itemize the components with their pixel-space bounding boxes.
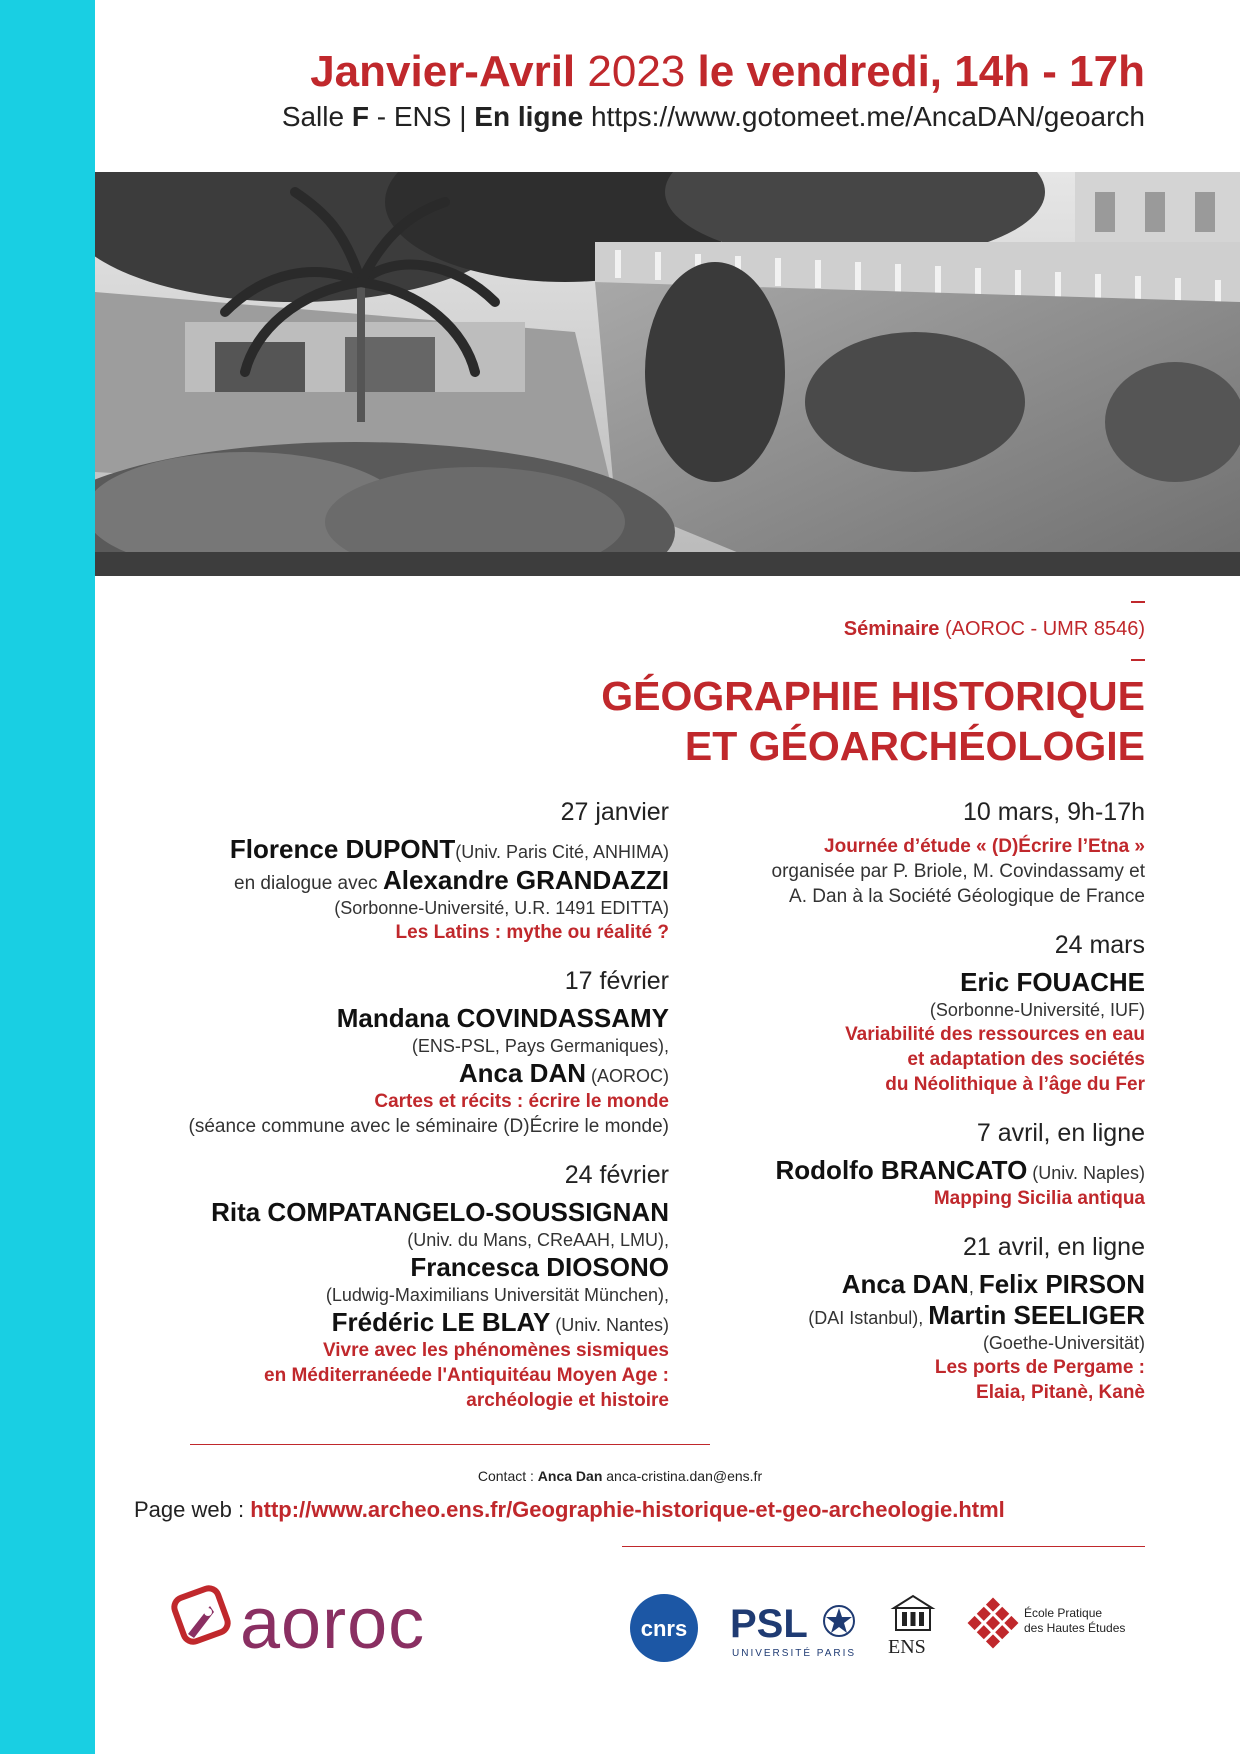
talk-title-line: du Néolithique à l’âge du Fer: [885, 1074, 1145, 1095]
psl-star-icon: [822, 1604, 856, 1638]
speaker-affiliation: (Sorbonne-Université, IUF): [929, 1000, 1145, 1020]
speaker-affiliation: (Univ. du Mans, CReAAH, LMU),: [407, 1230, 669, 1250]
talk-title: Mapping Sicilia antiqua: [933, 1188, 1145, 1209]
divider-dash-bottom: [1131, 659, 1145, 661]
talk-title-line: en Méditerranéede l'Antiquitéau Moyen Age :: [264, 1365, 669, 1386]
speaker-affiliation: (DAI Istanbul),: [808, 1308, 929, 1328]
seminar-word: Séminaire: [843, 618, 940, 640]
event-24-fevrier: [69, 1159, 669, 1413]
header-photo: [95, 172, 1240, 576]
speaker-name: Martin SEELIGER: [928, 1300, 1145, 1330]
event-date: 10 mars, 9h-17h: [962, 798, 1145, 826]
salle-label: Salle: [281, 101, 352, 132]
speaker-affiliation: (Univ. Nantes): [550, 1315, 669, 1335]
title-months: Janvier-Avril: [310, 47, 588, 96]
speaker-name: Rita COMPATANGELO-SOUSSIGNAN: [211, 1197, 669, 1227]
seminar-title: [601, 671, 1145, 771]
event-date: 24 février: [564, 1161, 669, 1189]
contact-name: Anca Dan: [537, 1468, 603, 1484]
talk-title-line: Elaia, Pitanè, Kanè: [976, 1382, 1145, 1403]
dialogue-connector: en dialogue avec: [234, 873, 383, 894]
page-web-link[interactable]: http://www.archeo.ens.fr/Geographie-historique-et-geo-archeologie.html: [250, 1497, 1005, 1522]
speaker-name: Rodolfo BRANCATO: [775, 1155, 1028, 1185]
speaker-name: Anca DAN: [841, 1269, 969, 1299]
seminar-title-line2: ET GÉOARCHÉOLOGIE: [684, 723, 1145, 769]
footer-rule-bottom: [622, 1546, 1145, 1547]
program-left-column: [69, 796, 669, 1433]
svg-text:cnrs: cnrs: [640, 1616, 688, 1641]
page-web-label: Page web :: [134, 1497, 251, 1522]
aoroc-logo-icon: [164, 1582, 236, 1658]
speaker-affiliation: (AOROC): [586, 1066, 669, 1086]
ephe-logo-text: [1024, 1606, 1125, 1636]
title-time: le vendredi, 14h - 17h: [685, 47, 1145, 96]
aoroc-logo-text: aoroc: [240, 1584, 426, 1664]
meeting-link[interactable]: https://www.gotomeet.me/AncaDAN/geoarch: [583, 101, 1145, 132]
event-date: 21 avril, en ligne: [962, 1233, 1145, 1261]
event-description: A. Dan à la Société Géologique de France: [789, 886, 1145, 907]
program-right-column: [675, 796, 1145, 1425]
seminar-title-line1: GÉOGRAPHIE HISTORIQUE: [601, 673, 1145, 719]
speaker-affiliation: (Ludwig-Maximilians Universität München),: [325, 1285, 669, 1305]
psl-logo-text: PSL: [730, 1602, 808, 1646]
photo-illustration: [95, 172, 1240, 576]
seminar-org: (AOROC - UMR 8546): [939, 618, 1145, 640]
event-date: 7 avril, en ligne: [976, 1119, 1145, 1147]
event-10-mars: [675, 796, 1145, 909]
speaker-name: Felix PIRSON: [978, 1269, 1145, 1299]
event-date: 24 mars: [1054, 931, 1145, 959]
speaker-affiliation: (Sorbonne-Université, U.R. 1491 EDITTA): [334, 898, 669, 918]
speaker-name: Alexandre GRANDAZZI: [382, 865, 669, 895]
event-7-avril: [675, 1117, 1145, 1211]
contact-email[interactable]: anca-cristina.dan@ens.fr: [602, 1468, 763, 1484]
talk-title-line: Les ports de Pergame :: [934, 1357, 1145, 1378]
talk-title: Les Latins : mythe ou réalité ?: [395, 922, 669, 943]
speaker-name: Eric FOUACHE: [960, 967, 1145, 997]
divider-dash-top: [1131, 601, 1145, 603]
title-year: 2023: [587, 47, 686, 96]
ens-logo-text: ENS: [888, 1636, 926, 1658]
speaker-affiliation: (Univ. Naples): [1027, 1163, 1145, 1183]
event-21-avril: [675, 1231, 1145, 1405]
psl-logo-subtitle: UNIVERSITÉ PARIS: [732, 1648, 857, 1659]
salle-letter: F: [351, 101, 369, 132]
speaker-affiliation: (Univ. Paris Cité, ANHIMA): [455, 842, 669, 862]
online-label: En ligne: [474, 101, 584, 132]
speaker-name: Frédéric LE BLAY: [331, 1307, 551, 1337]
event-27-janvier: [69, 796, 669, 945]
contact-line: [0, 1466, 1240, 1486]
schedule-title: [310, 46, 1145, 98]
contact-label: Contact :: [477, 1468, 538, 1484]
talk-title: Journée d’étude « (D)Écrire l’Etna »: [824, 836, 1145, 857]
event-17-fevrier: [69, 965, 669, 1139]
location-line: [282, 100, 1145, 134]
ephe-logo-icon: [966, 1596, 1020, 1650]
event-date: 17 février: [564, 967, 669, 995]
talk-title-line: archéologie et histoire: [466, 1390, 669, 1411]
ephe-line1: École Pratique: [1024, 1606, 1103, 1620]
session-note: (séance commune avec le séminaire (D)Écrire le monde): [188, 1116, 669, 1137]
talk-title-line: et adaptation des sociétés: [907, 1049, 1145, 1070]
page-web-line: [134, 1495, 1005, 1525]
talk-title-line: Variabilité des ressources en eau: [845, 1024, 1145, 1045]
name-separator: ,: [968, 1277, 979, 1297]
talk-title-line: Vivre avec les phénomènes sismiques: [322, 1340, 669, 1361]
cnrs-logo: [628, 1592, 700, 1664]
ens-label: - ENS |: [368, 101, 475, 132]
speaker-affiliation: (Goethe-Universität): [982, 1333, 1145, 1353]
talk-title: Cartes et récits : écrire le monde: [374, 1091, 669, 1112]
seminar-label: [844, 616, 1145, 642]
speaker-name: Francesca DIOSONO: [410, 1252, 669, 1282]
event-description: organisée par P. Briole, M. Covindassamy et: [771, 861, 1145, 882]
footer-rule-top: [190, 1444, 710, 1445]
ephe-line2: des Hautes Études: [1024, 1621, 1126, 1635]
ens-building-icon: [890, 1592, 936, 1634]
event-24-mars: [675, 929, 1145, 1097]
speaker-name: Anca DAN: [458, 1058, 586, 1088]
speaker-affiliation: (ENS-PSL, Pays Germaniques),: [411, 1036, 669, 1056]
event-date: 27 janvier: [560, 798, 669, 826]
speaker-name: Florence DUPONT: [229, 834, 456, 864]
speaker-name: Mandana COVINDASSAMY: [336, 1003, 669, 1033]
